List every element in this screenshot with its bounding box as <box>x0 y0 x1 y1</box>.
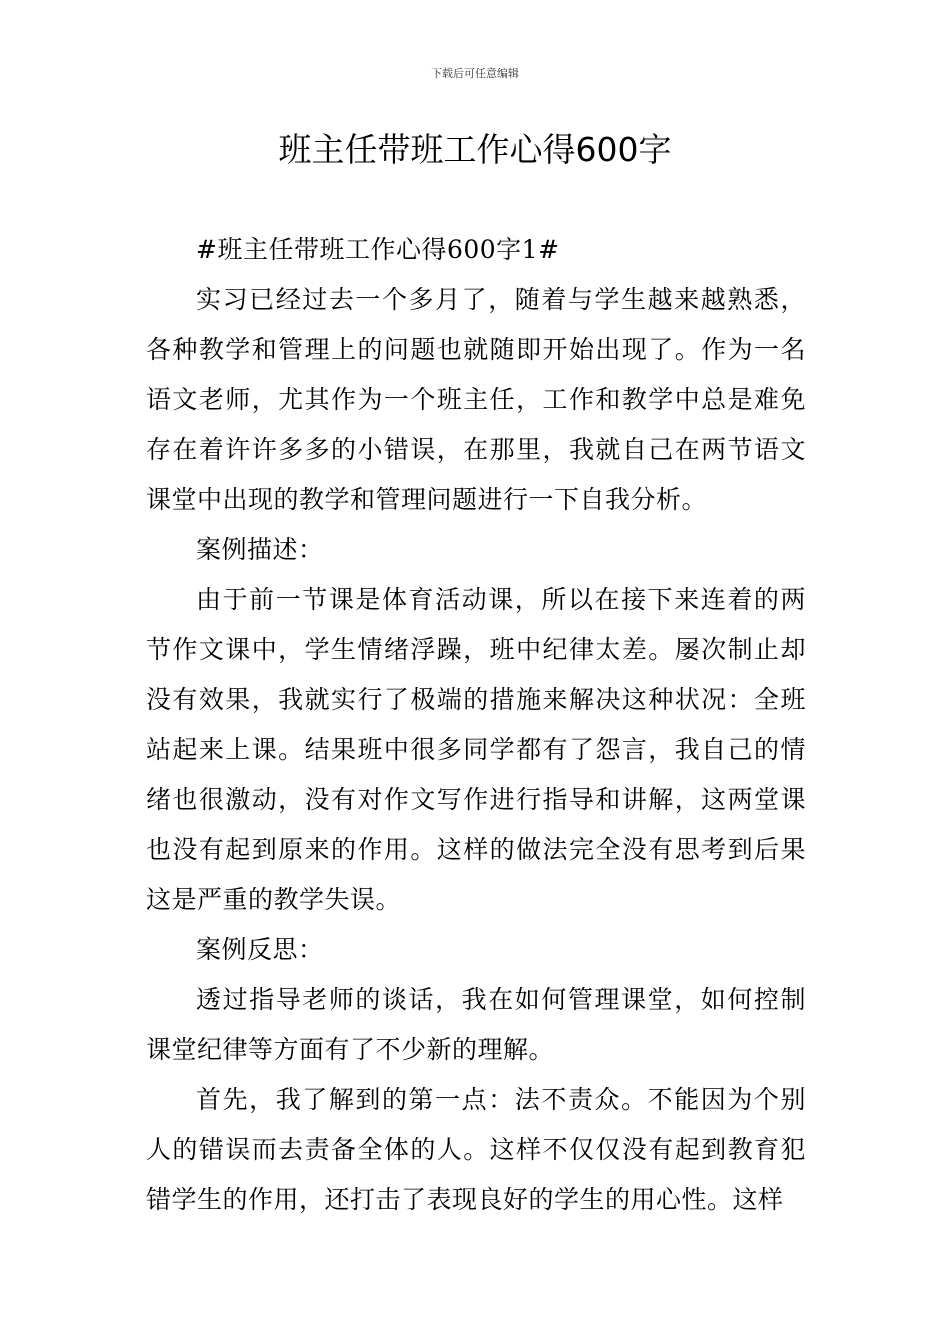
paragraph: 实习已经过去一个多月了，随着与学生越来越熟悉，各种教学和管理上的问题也就随即开始出现了。作为一名语文老师，尤其作为一个班主任，工作和教学中总是难免存在着许许多多的小错误，在那里，我就自己在两节语文课堂中出现的教学和管理问题进行一下自我分析。 <box>146 285 806 514</box>
paragraph: 由于前一节课是体育活动课，所以在接下来连着的两节作文课中，学生情绪浮躁，班中纪律太差。屡次制止却没有效果，我就实行了极端的措施来解决这种状况：全班站起来上课。结果班中很多同学都有了怨言，我自己的情绪也很激动，没有对作文写作进行指导和讲解，这两堂课也没有起到原来的作用。这样的做法完全没有思考到后果这是严重的教学失误。 <box>146 585 806 914</box>
document-body <box>146 225 806 1225</box>
header-note: 下载后可任意编辑 <box>431 67 519 80</box>
subheading-case-reflection: 案例反思： <box>196 935 324 964</box>
subheading-case-description: 案例描述： <box>196 535 324 564</box>
paragraph: 透过指导老师的谈话，我在如何管理课堂，如何控制课堂纪律等方面有了不少新的理解。 <box>146 985 806 1064</box>
section-heading: #班主任带班工作心得600字1# <box>196 235 560 264</box>
paragraph: 首先，我了解到的第一点：法不责众。不能因为个别人的错误而去责备全体的人。这样不仅仅没有起到教育犯错学生的作用，还打击了表现良好的学生的用心性。这样 <box>146 1085 806 1214</box>
document-title: 班主任带班工作心得600字 <box>278 130 672 169</box>
